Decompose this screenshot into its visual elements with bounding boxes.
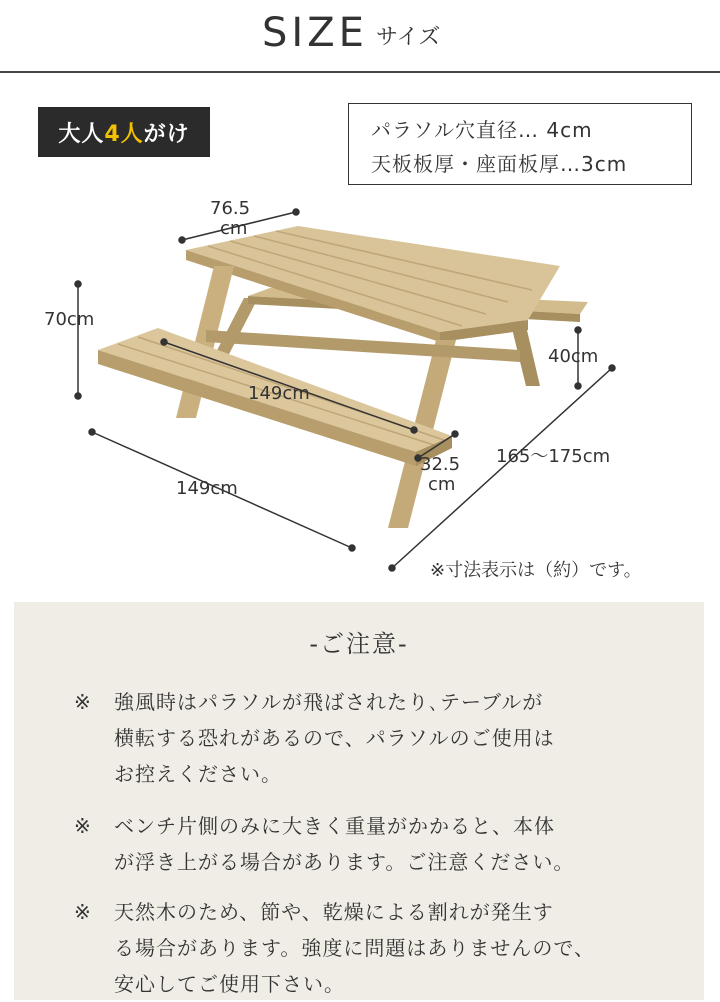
header bbox=[0, 0, 720, 72]
spec-board-thickness: 天板板厚・座面板厚…3cm bbox=[371, 152, 628, 176]
capacity-highlight: 4人 bbox=[104, 121, 144, 147]
dim-bench-length: 149cm bbox=[248, 383, 310, 404]
page-title: SIZE bbox=[262, 10, 368, 56]
capacity-badge bbox=[38, 107, 210, 157]
caution-mark: ※ bbox=[74, 900, 92, 924]
dim-height: 70cm bbox=[44, 309, 95, 330]
caution-item bbox=[74, 684, 694, 792]
page-subtitle: サイズ bbox=[376, 25, 441, 50]
spec-box bbox=[348, 103, 692, 185]
dim-bench-width-b: cm bbox=[428, 474, 456, 495]
caution-title: -ご注意- bbox=[309, 630, 409, 658]
caution-mark: ※ bbox=[74, 814, 92, 838]
table-illustration bbox=[0, 190, 720, 590]
header-divider bbox=[0, 71, 720, 73]
caution-item bbox=[74, 808, 694, 880]
caution-text: ベンチ片側のみに大きく重量がかかると、本体 が浮き上がる場合があります。ご注意ください。 bbox=[114, 814, 575, 874]
caution-text: 強風時はパラソルが飛ばされたり､テーブルが 横転する恐れがあるので、パラソルのご使用は お控えください。 bbox=[114, 690, 555, 786]
caution-mark: ※ bbox=[74, 690, 92, 714]
dim-bench-height: 40cm bbox=[548, 346, 599, 367]
dim-total-width: 165～175cm bbox=[496, 446, 611, 467]
dim-bench-width-a: 32.5 bbox=[420, 454, 461, 475]
dim-top-length: 149cm bbox=[176, 478, 238, 499]
caution-panel bbox=[14, 602, 704, 1000]
dim-top-depth-a: 76.5 bbox=[210, 198, 251, 219]
spec-parasol-hole: パラソル穴直径… 4cm bbox=[371, 118, 593, 142]
dim-top-depth-b: cm bbox=[220, 218, 248, 239]
caution-text: 天然木のため、節や、乾燥による割れが発生す る場合があります。強度に問題はありませんので、 安心してご使用下さい。 bbox=[114, 900, 595, 996]
approx-note: ※寸法表示は（約）です。 bbox=[430, 560, 642, 581]
capacity-suffix: がけ bbox=[143, 121, 190, 147]
capacity-prefix: 大人 bbox=[58, 121, 105, 147]
caution-item bbox=[74, 894, 694, 1002]
